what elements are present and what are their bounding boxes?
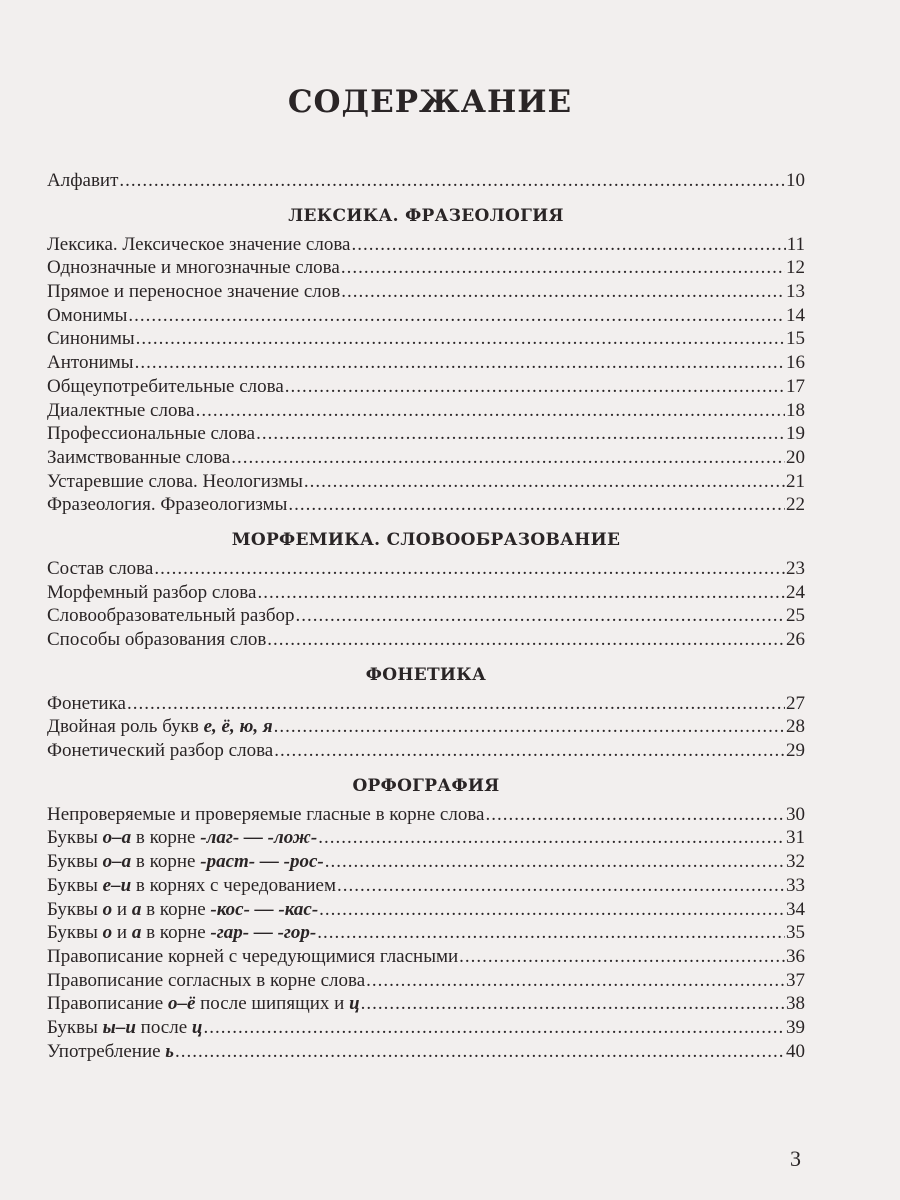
toc-entry-page: 17 [786,375,805,397]
emphasized-term: о [102,922,113,944]
toc-entry[interactable] [47,970,805,994]
toc-entry[interactable] [47,629,805,653]
toc-entry-title [47,170,118,192]
toc-entry[interactable] [47,875,805,899]
emphasized-term: о–а [102,827,132,849]
title-text: Буквы [47,851,103,873]
dot-leader [296,605,786,627]
title-text: и [112,922,132,944]
toc-entry[interactable] [47,281,805,305]
toc-entry-page: 38 [786,993,805,1015]
toc-entry[interactable] [47,1041,805,1065]
emphasized-term: -гар- — -гор- [210,922,317,944]
toc-entry-page: 19 [786,423,805,445]
toc-entry-page: 32 [786,851,805,873]
page-title: СОДЕРЖАНИЕ [287,84,573,120]
toc-list [47,170,805,1064]
toc-entry[interactable] [47,899,805,923]
emphasized-term: ь [165,1040,174,1062]
toc-entry[interactable] [47,305,805,329]
toc-entry-page: 13 [786,281,805,303]
toc-entry[interactable] [47,471,805,495]
title-text: Заимствованные слова [47,446,231,468]
emphasized-term: -раст- — -рос- [200,851,324,873]
toc-entry-title [47,423,255,445]
title-text: после [135,1016,192,1038]
toc-entry-page: 22 [786,494,805,516]
title-text: Диалектные слова [47,399,195,421]
emphasized-term: -лаг- — -лож- [200,827,318,849]
toc-entry-title [47,376,284,398]
toc-entry[interactable] [47,494,805,518]
emphasized-term: е–и [102,874,132,896]
title-text: в корне [131,851,201,873]
section-heading: ОРФОГРАФИЯ [352,775,500,796]
toc-entry[interactable] [47,1017,805,1041]
toc-entry-page: 15 [786,328,805,350]
toc-entry-title [47,922,316,944]
title-text: Фонетика [47,692,126,714]
toc-entry-page: 14 [786,304,805,326]
title-text: Устаревшие слова. Неологизмы [47,470,303,492]
emphasized-term: ц [349,993,360,1015]
dot-leader [175,1041,785,1063]
toc-entry-page: 35 [786,922,805,944]
toc-entry[interactable] [47,827,805,851]
toc-entry-page: 12 [786,257,805,279]
dot-leader [127,693,785,715]
emphasized-term: ц [191,1016,203,1038]
toc-entry[interactable] [47,257,805,281]
dot-leader [285,376,785,398]
toc-entry-title [47,257,340,279]
dot-leader [341,281,785,303]
title-text: Буквы [47,1016,103,1038]
toc-entry[interactable] [47,352,805,376]
toc-entry-title [47,851,324,873]
toc-entry-page: 33 [786,874,805,896]
toc-entry-title [47,716,273,738]
dot-leader [459,946,785,968]
dot-leader [317,922,785,944]
toc-entry-title [47,558,153,580]
dot-leader [351,234,785,256]
title-text: Лексика. Лексическое значение слова [47,233,351,255]
toc-entry-title [47,970,365,992]
toc-entry[interactable] [47,423,805,447]
dot-leader [288,494,785,516]
toc-entry-page: 30 [786,803,805,825]
toc-entry-page: 20 [786,446,805,468]
toc-entry[interactable] [47,170,805,194]
title-text: после шипящих и [195,993,350,1015]
title-text: Общеупотребительные слова [47,375,284,397]
title-text: Синонимы [47,328,135,350]
dot-leader [485,804,785,826]
toc-entry-page: 21 [786,470,805,492]
toc-entry-title [47,400,195,422]
dot-leader [274,740,785,762]
toc-entry-title [47,447,230,469]
toc-entry-title [47,993,360,1015]
toc-entry[interactable] [47,447,805,471]
section-heading: ФОНЕТИКА [365,664,487,685]
toc-entry-page: 37 [786,969,805,991]
toc-entry-page: 24 [786,581,805,603]
toc-entry-title [47,740,273,762]
toc-entry[interactable] [47,558,805,582]
emphasized-term: о [102,898,113,920]
toc-entry-title [47,605,295,627]
title-text: Буквы [47,898,103,920]
section-heading: МОРФЕМИКА. СЛОВООБРАЗОВАНИЕ [231,529,621,550]
toc-entry-page: 18 [786,399,805,421]
toc-entry[interactable] [47,946,805,970]
emphasized-term: -кос- — -кас- [210,898,319,920]
toc-entry-title [47,494,287,516]
toc-entry-page: 39 [786,1016,805,1038]
toc-entry-page: 36 [786,945,805,967]
toc-entry-page: 34 [786,898,805,920]
toc-entry-title [47,582,256,604]
toc-entry-title [47,875,336,897]
title-text: Прямое и переносное значение слов [47,281,341,303]
toc-entry[interactable] [47,328,805,352]
toc-entry[interactable] [47,804,805,828]
dot-leader [203,1017,785,1039]
toc-entry-title [47,1017,202,1039]
emphasized-term: о–а [102,851,132,873]
toc-entry[interactable] [47,922,805,946]
dot-leader [136,328,785,350]
dot-leader [267,629,785,651]
toc-entry[interactable] [47,605,805,629]
dot-leader [274,716,785,738]
toc-entry-page: 28 [786,716,805,738]
title-text: Антонимы [47,352,134,374]
title-text: Непроверяемые и проверяемые гласные в корне слова [47,803,485,825]
toc-entry-title [47,281,340,303]
toc-entry[interactable] [47,376,805,400]
emphasized-term: о–ё [167,993,196,1015]
title-text: и [112,898,132,920]
section-heading: ЛЕКСИКА. ФРАЗЕОЛОГИЯ [288,205,564,226]
dot-leader [256,423,785,445]
title-text: Правописание [47,993,168,1015]
dot-leader [337,875,785,897]
title-text: в корнях с чередованием [131,874,337,896]
title-text: Буквы [47,874,103,896]
toc-entry-page: 16 [786,352,805,374]
toc-entry[interactable] [47,851,805,875]
toc-entry-page: 26 [786,629,805,650]
toc-entry-title [47,305,127,327]
dot-leader [304,471,785,493]
toc-entry-title [47,946,458,968]
toc-entry-page: 29 [786,740,805,762]
page-number: 3 [790,1146,801,1171]
dot-leader [366,970,785,992]
title-text: Морфемный разбор слова [47,581,257,603]
dot-leader [128,305,785,327]
toc-entry[interactable] [47,740,805,764]
title-text: Буквы [47,922,103,944]
toc-entry-title [47,629,266,651]
toc-entry[interactable] [47,234,805,258]
dot-leader [154,558,785,580]
dot-leader [361,993,785,1015]
toc-entry[interactable] [47,993,805,1017]
title-text: Однозначные и многозначные слова [47,257,340,279]
emphasized-term: а [131,898,142,920]
title-text: Употребление [47,1040,166,1062]
toc-entry-title [47,693,126,715]
title-text: Алфавит [47,170,119,191]
title-text: Фразеология. Фразеологизмы [47,494,288,516]
toc-entry[interactable] [47,693,805,717]
title-text: Омонимы [47,304,128,326]
emphasized-term: е, ё, ю, я [203,716,273,738]
toc-entry-title [47,804,484,826]
title-text: Способы образования слов [47,629,267,650]
toc-entry-page: 27 [786,692,805,714]
title-text: Правописание согласных в корне слова [47,969,366,991]
toc-entry-page: 23 [786,557,805,579]
toc-entry-page: 31 [786,827,805,849]
toc-entry[interactable] [47,582,805,606]
title-text: в корне [131,827,201,849]
title-text: Буквы [47,827,103,849]
emphasized-term: ы–и [102,1016,136,1038]
toc-entry-page: 11 [786,233,805,255]
toc-entry-title [47,352,134,374]
dot-leader [257,582,785,604]
toc-entry-title [47,827,317,849]
toc-entry-title [47,471,303,493]
toc-entry[interactable] [47,716,805,740]
toc-entry-title [47,328,135,350]
toc-entry-page: 10 [786,170,805,191]
toc-entry-title [47,234,350,256]
dot-leader [119,170,785,192]
title-text: Правописание корней с чередующимися гласными [47,945,459,967]
title-text: Профессиональные слова [47,423,256,445]
dot-leader [318,827,785,849]
title-text: Фонетический разбор слова [47,740,274,762]
dot-leader [319,899,785,921]
toc-entry-title [47,899,318,921]
toc-entry-page: 25 [786,605,805,627]
dot-leader [196,400,785,422]
title-text: в корне [141,922,211,944]
dot-leader [325,851,785,873]
title-text: Состав слова [47,557,154,579]
title-text: Словообразовательный разбор [47,605,295,627]
emphasized-term: а [131,922,142,944]
title-text: в корне [141,898,211,920]
toc-entry-title [47,1041,174,1063]
toc-entry[interactable] [47,400,805,424]
title-text: Двойная роль букв [47,716,204,738]
dot-leader [231,447,785,469]
toc-entry-page: 40 [786,1040,805,1062]
dot-leader [135,352,785,374]
dot-leader [341,257,785,279]
